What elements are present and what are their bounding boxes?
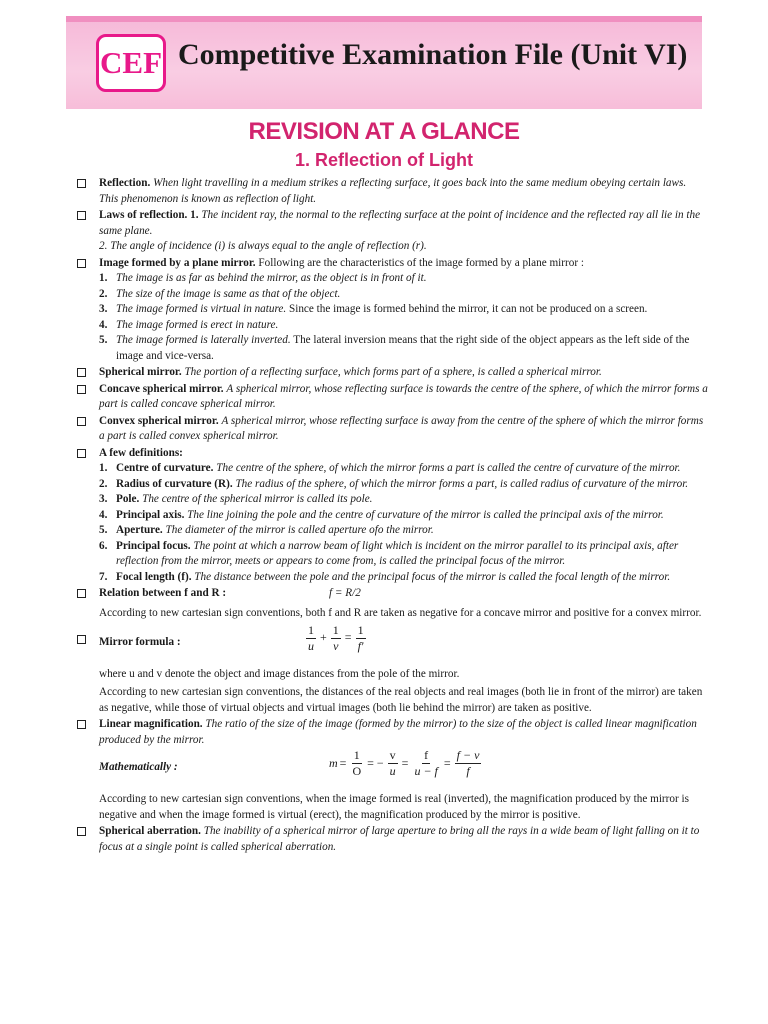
definition: A spherical mirror, whose reflecting surface is towards the centre of the sphere, of which the mirror forms a part is called concave spherical mirror.: [99, 382, 708, 410]
entry-convex: [74, 414, 708, 445]
checkbox-icon: [77, 720, 86, 729]
definition: The portion of a reflecting surface, which forms part of a sphere, is called a spherical mirror.: [184, 366, 602, 378]
item-number: 3.: [99, 493, 108, 505]
math-label: Mathematically :: [99, 761, 178, 773]
item-term: Aperture.: [116, 524, 163, 536]
relation-row: [99, 586, 708, 606]
item-text: The centre of the spherical mirror is called its pole.: [142, 493, 373, 505]
page-title: REVISION AT A GLANCE: [248, 118, 520, 145]
entry-laws: [74, 208, 708, 255]
list-item: [99, 271, 708, 287]
relation-note: According to new cartesian sign conventions, both f and R are taken as negative for a concave mirror and positive for a convex mirror.: [99, 607, 702, 619]
entry-mirror-formula: [74, 623, 708, 717]
item-text: The image formed is virtual in nature.: [116, 303, 287, 315]
list-item: [99, 492, 708, 508]
term: Reflection.: [99, 177, 151, 189]
list-item: [99, 477, 708, 493]
item-text: The point at which a narrow beam of light which is incident on the mirror parallel to its principal axis, after reflection from the mirror, meets or appears to come from, is called the principal focus of the mirror.: [116, 539, 679, 567]
item-number: 1.: [99, 462, 108, 474]
item-number: 2.: [99, 477, 108, 490]
magnification-note: According to new cartesian sign conventions, when the image formed is real (inverted), the magnification produced by the mirror is negative and when the image formed is virtual (erect), the magnification produced by the mirror is positive.: [99, 793, 689, 821]
item-text: The diameter of the mirror is called aperture ofo the mirror.: [165, 524, 434, 536]
list-item: [99, 523, 708, 539]
item-text: The distance between the pole and the principal focus of the mirror is called the focal length of the mirror.: [194, 570, 671, 583]
checkbox-icon: [77, 589, 86, 598]
list-item: [99, 302, 708, 318]
list-item: [99, 318, 708, 334]
checkbox-icon: [77, 259, 86, 268]
entry-magnification: [74, 717, 708, 823]
item-term: Focal length (f).: [116, 570, 192, 583]
item-text: The image is as far as behind the mirror, as the object is in front of it.: [116, 272, 427, 284]
banner-title: Competitive Examination File (Unit VI): [178, 38, 688, 71]
relation-formula: f = R/2: [329, 587, 361, 599]
checkbox-icon: [77, 417, 86, 426]
mirror-formula-note: According to new cartesian sign conventions, the distances of the real objects and real images (both lie in front of the mirror) are taken as negative, while those of virtual objects and virtual images (both lie behind the mirror) are taken as positive.: [99, 686, 703, 714]
mirror-formula-block: [99, 623, 708, 663]
term: Relation between f and R :: [99, 587, 227, 599]
term: Image formed by a plane mirror.: [99, 256, 256, 269]
item-number: 4.: [99, 508, 108, 521]
law-second: 2. The angle of incidence (i) is always equal to the angle of reflection (r).: [99, 240, 427, 252]
item-number: 6.: [99, 539, 108, 552]
term: Spherical mirror.: [99, 366, 182, 378]
item-number: 2.: [99, 287, 108, 300]
item-number: 5.: [99, 524, 108, 536]
intro: Following are the characteristics of the image formed by a plane mirror :: [258, 256, 584, 269]
definition: The inability of a spherical mirror of large aperture to bring all the rays in a wide beam of light falling on it to focus at a single point is called spherical aberration.: [99, 825, 700, 853]
entry-reflection: [74, 176, 708, 207]
checkbox-icon: [77, 449, 86, 458]
item-text: The line joining the pole and the centre of curvature of the mirror is called the principal axis of the mirror.: [187, 508, 664, 521]
entry-aberration: [74, 824, 708, 855]
item-number: 1.: [99, 272, 108, 284]
definition: The incident ray, the normal to the reflecting surface at the point of incidence and the reflected ray all lie in the same plane.: [99, 209, 701, 237]
banner-stripe: [66, 16, 702, 22]
mirror-formula-equation: $\frac{1}{u}$ + $\frac{1}{v}$ = $\frac{1}{f'}$: [308, 622, 364, 653]
item-term: Principal focus.: [116, 539, 191, 552]
checkbox-icon: [77, 368, 86, 377]
checkbox-icon: [77, 179, 86, 188]
definition: When light travelling in a medium strikes a reflecting surface, it goes back into the same medium obeying certain laws. This phenomenon is known as reflection of light.: [99, 177, 687, 205]
magnification-block: [99, 748, 708, 788]
entry-relation: [74, 586, 708, 622]
item-number: 7.: [99, 570, 108, 583]
list-item: [99, 570, 708, 586]
checkbox-icon: [77, 211, 86, 220]
entry-definitions: [74, 446, 708, 586]
list-item: [99, 333, 708, 364]
mirror-formula-where: where u and v denote the object and image distances from the pole of the mirror.: [99, 667, 460, 680]
term: Spherical aberration.: [99, 825, 201, 837]
term: Laws of reflection. 1.: [99, 209, 199, 221]
term: Mirror formula :: [99, 635, 181, 648]
entry-spherical: [74, 365, 708, 381]
item-extra: The lateral inversion means that the right side of the object appears as the left side of the image and vice-versa.: [116, 334, 690, 362]
list-item: [99, 508, 708, 524]
magnification-equation: m = $\frac{1}{O}$ = − $\frac{v}{u}$ = $\frac{f}{u - f}$ = $\frac{f - v}{f}$: [329, 748, 480, 778]
item-number: 4.: [99, 318, 108, 331]
item-number: 5.: [99, 334, 108, 346]
item-text: The radius of the sphere, of which the mirror forms a part, is called radius of curvature of the mirror.: [235, 477, 689, 490]
list-item: [99, 287, 708, 303]
item-number: 3.: [99, 303, 108, 315]
cef-logo: CEF: [96, 34, 166, 92]
header-banner: [66, 13, 702, 109]
term: A few definitions:: [99, 446, 183, 459]
checkbox-icon: [77, 635, 86, 644]
item-term: Principal axis.: [116, 508, 185, 521]
list-item: [99, 539, 708, 570]
item-text: The size of the image is same as that of the object.: [116, 287, 341, 300]
entry-concave: [74, 382, 708, 413]
term: Concave spherical mirror.: [99, 382, 224, 395]
term: Linear magnification.: [99, 718, 203, 730]
definition: A spherical mirror, whose reflecting surface is away from the centre of the sphere of which the mirror forms a part is called convex spherical mirror.: [99, 414, 704, 442]
list-item: [99, 461, 708, 477]
item-term: Pole.: [116, 493, 140, 505]
item-text: The centre of the sphere, of which the mirror forms a part is called the centre of curvature of the mirror.: [216, 462, 681, 474]
item-term: Radius of curvature (R).: [116, 477, 233, 490]
item-text: The image formed is erect in nature.: [116, 318, 279, 331]
definition: The ratio of the size of the image (formed by the mirror) to the size of the object is called linear magnification produced by the mirror.: [99, 718, 697, 746]
entry-plane-mirror: [74, 256, 708, 365]
item-term: Centre of curvature.: [116, 462, 214, 474]
checkbox-icon: [77, 385, 86, 394]
item-extra: Since the image is formed behind the mirror, it can not be produced on a screen.: [288, 303, 648, 315]
section-title: 1. Reflection of Light: [295, 150, 473, 170]
term: Convex spherical mirror.: [99, 414, 219, 427]
item-text: The image formed is laterally inverted.: [116, 334, 291, 346]
content-body: [74, 176, 708, 856]
checkbox-icon: [77, 827, 86, 836]
